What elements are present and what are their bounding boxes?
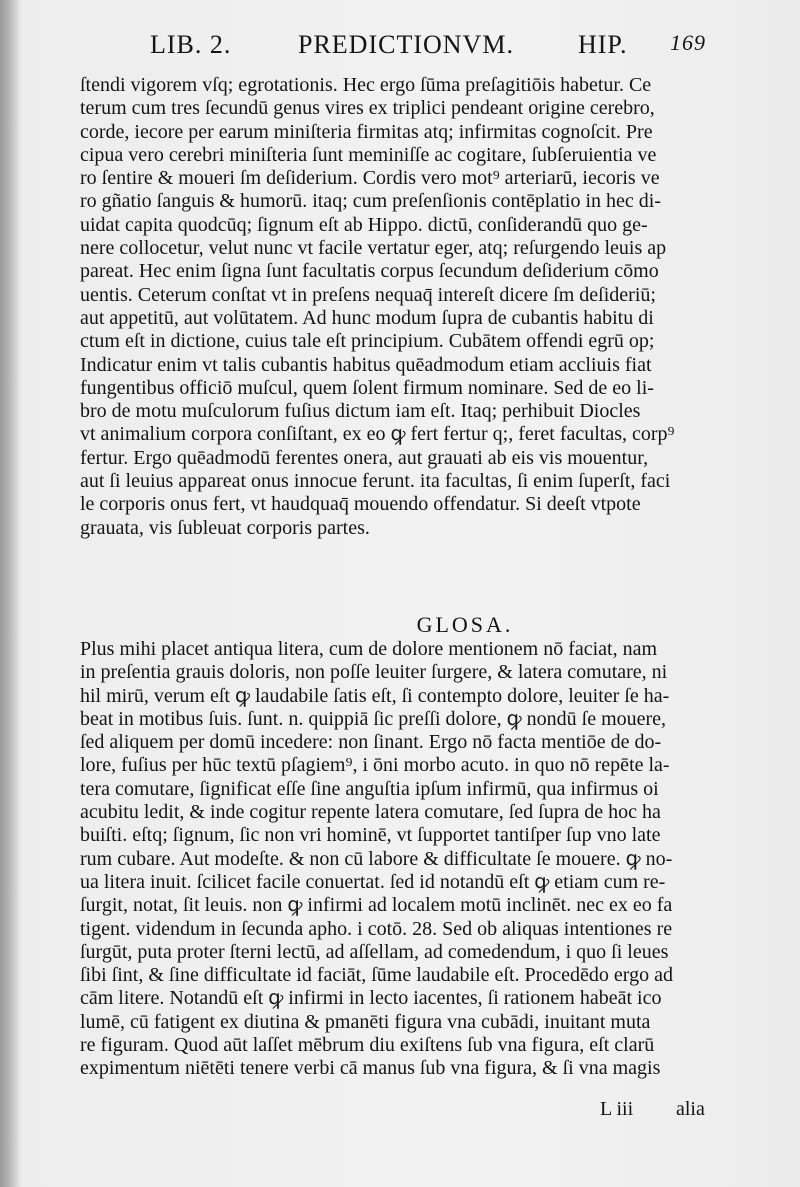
text-line: corde, iecore per earum miniſteria firmitas atq; infirmitas cognoſcit. Pre [80, 120, 653, 143]
text-line: le corporis onus fert, vt haudquaq̄ mouendo offendatur. Si deeſt vtpote [80, 493, 641, 516]
glosa-line: ſurgit, notat, ſit leuis. non ꝙ infirmi ad localem motū inclinēt. nec ex eo fa [80, 894, 673, 917]
folio-number: 169 [670, 30, 706, 55]
text-line: cipua vero cerebri miniſteria ſunt meminiſſe ac cogitare, ſubſeruientia ve [80, 143, 657, 166]
signature-mark: L iii [600, 1098, 634, 1120]
text-line: aut appetitū, aut volūtatem. Ad hunc modum ſupra de cubantis habitu di [80, 306, 654, 329]
glosa-line: tera comutare, ſignificat eſſe ſine anguſtia ipſum infirmū, qua infirmus oi [80, 777, 659, 800]
text-line: fungentibus officiō muſcul, quem ſolent firmum nominare. Sed de eo li- [80, 376, 654, 399]
glosa-line: lore, fuſius per hūc textū pſagiem⁹, i ōni morbo acuto. in quo nō repēte la- [80, 754, 670, 777]
glosa-line: ſurgūt, puta proter ſterni lectū, ad aſſellam, ad comedendum, i quo ſi leues [80, 940, 669, 963]
text-line: bro de motu muſculorum fuſius dictum iam eſt. Itaq; perhibuit Diocles [80, 400, 641, 423]
glosa-line: lumē, cū fatigent ex diutina & pmanēti figura vna cubādi, inuitant muta [80, 1010, 651, 1033]
glosa-line: tigent. videndum in ſecunda apho. i cotō. 28. Sed ob aliquas intentiones re [80, 917, 673, 940]
text-line: vt animalium corpora conſiſtant, ex eo ꝙ fert fertur q;, feret facultas, corp⁹ [80, 423, 675, 446]
page-footer [600, 1098, 760, 1124]
glosa-line: beat in motibus ſuis. ſunt. n. quippiā ſic preſſi dolore, ꝙ nondū ſe mouere, [80, 707, 667, 730]
text-line: ctum eſt in dictione, cuius tale eſt principium. Cubātem offendi egrū op; [80, 330, 655, 353]
text-line: grauata, vis ſubleuat corporis partes. [80, 516, 370, 539]
glosa-line: cām litere. Notandū eſt ꝙ infirmi in lecto iacentes, ſi rationem habeāt ico [80, 987, 662, 1010]
glosa-line: re figuram. Quod aūt laſſet mēbrum diu exiſtens ſub vna figura, eſt clarū [80, 1034, 655, 1057]
glosa-line: acubitu ledit, & inde cogitur repente latera comutare, ſed ſupra de hoc ha [80, 801, 661, 824]
glosa-line: Plus mihi placet antiqua litera, cum de dolore mentionem nō faciat, nam [80, 638, 658, 660]
glosa-commentary [80, 612, 730, 1081]
header-book: LIB. 2. [150, 30, 232, 59]
running-header [150, 30, 740, 60]
header-title: PREDICTIONVM. [298, 30, 514, 59]
text-line: aut ſi leuius appareat onus innocue ferunt. ita facultas, ſi enim ſuperſt, faci [80, 470, 671, 493]
text-line: terum cum tres ſecundū genus vires ex triplici pendeant origine cerebro, [80, 97, 655, 120]
text-line: Indicatur enim vt talis cubantis habitus quēadmodum etiam accliuis fiat [80, 353, 652, 376]
main-text [80, 74, 730, 540]
glosa-line: ſibi ſint, & ſine difficultate id faciāt, ſūme laudabile eſt. Procedēdo ergo ad [80, 964, 673, 987]
glosa-line: ſed aliquem per domū incedere: non ſinant. Ergo nō facta mentiōe de do- [80, 731, 662, 754]
glosa-line: in preſentia grauis doloris, non poſſe leuiter ſurgere, & latera comutare, ni [80, 661, 668, 684]
text-line: pareat. Hec enim ſigna ſunt facultatis corpus ſecundum deſiderium cōmo [80, 260, 659, 283]
text-line: ro ſentire & moueri ſm deſiderium. Cordis vero mot⁹ arteriarū, iecoris ve [80, 167, 660, 190]
text-line: ſtendi vigorem vſq; egrotationis. Hec ergo ſūma preſagitiōis habetur. Ce [80, 74, 652, 96]
text-line: nere collocetur, velut nunc vt facile vertatur eger, atq; reſurgendo leuis ap [80, 237, 667, 260]
glosa-line: hil mirū, verum eſt ꝙ laudabile ſatis eſt, ſi contempto dolore, leuiter ſe ha- [80, 684, 670, 707]
text-line: ro gñatio ſanguis & humorū. itaq; cum preſenſionis contēplatio in hec di- [80, 190, 661, 213]
glosa-line: buiſti. eſtq; ſignum, ſic non vri hominē, vt ſupportet tantiſper ſup vno late [80, 824, 661, 847]
gutter-shadow [0, 0, 22, 1187]
glosa-line: expimentum niētēti tenere verbi cā manus ſub vna figura, & ſi vna magis [80, 1057, 661, 1080]
header-author: HIP. [578, 30, 628, 59]
text-line: uidat capita quodcūq; ſignum eſt ab Hippo. dictū, conſiderandū quo ge- [80, 213, 648, 236]
text-line: fertur. Ergo quēadmodū ferentes onera, aut grauati ab eis vis mouentur, [80, 446, 649, 469]
glosa-line: ua litera inuit. ſcilicet facile conuertat. ſed id notandū eſt ꝙ etiam cum re- [80, 870, 666, 893]
section-title-glosa: GLOSA. [416, 612, 514, 637]
glosa-line: rum cubare. Aut modeſte. & non cū labore & difficultate ſe mouere. ꝙ no- [80, 847, 673, 870]
catchword: alia [676, 1098, 705, 1120]
text-line: uentis. Ceterum conſtat vt in preſens nequaq̄ intereſt dicere ſm deſideriū; [80, 283, 656, 306]
